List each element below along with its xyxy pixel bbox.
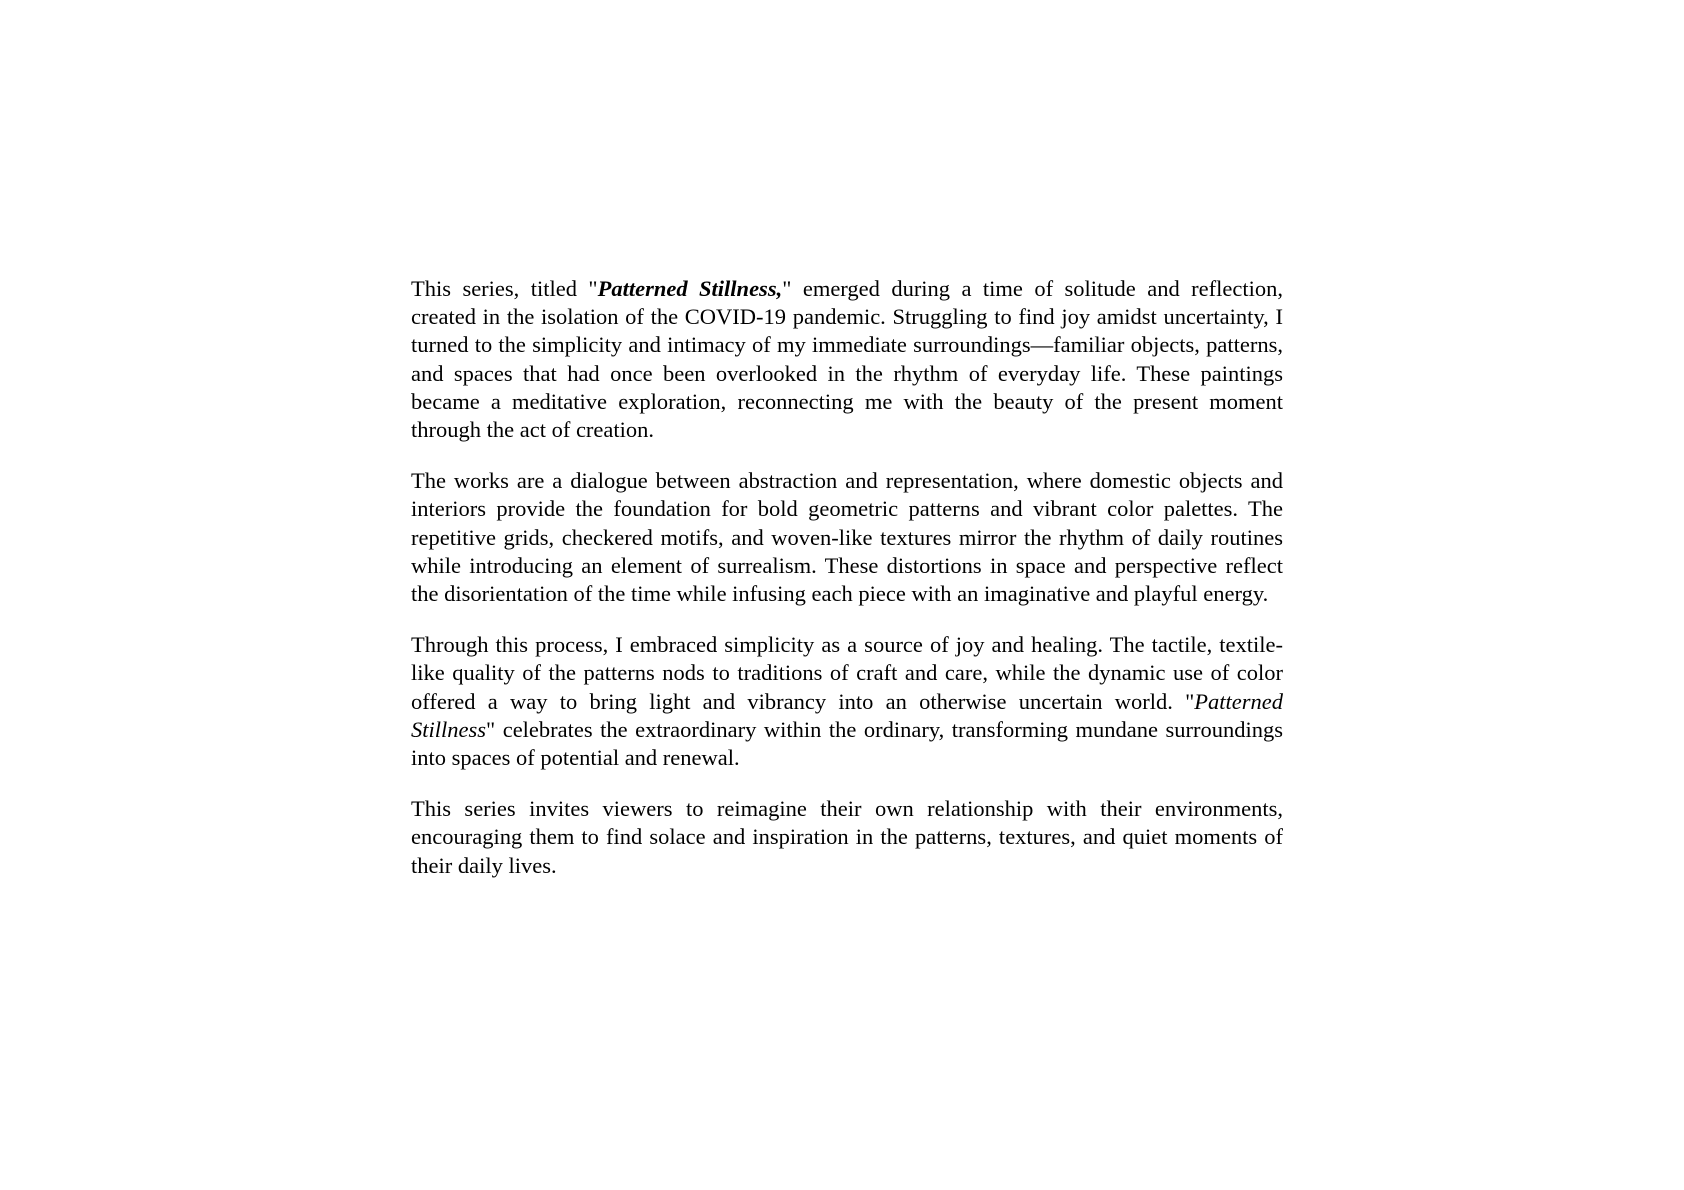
paragraph-3-quote-open: " — [1172, 688, 1195, 714]
series-title-italic: Patterned Stillness — [411, 688, 1283, 742]
series-title-bold: Patterned Stillness, — [597, 276, 783, 301]
paragraph-4 — [411, 795, 1283, 880]
paragraph-2 — [411, 467, 1283, 608]
artist-statement — [411, 275, 1283, 880]
paragraph-2-body: The works are a dialogue between abstraction and representation, where domestic objects and interiors provide the foundation for bold geometric patterns and vibrant color palettes. The repetitive grids, checkered motifs, and woven-like textures mirror the rhythm of daily routines while introducing an element of surrealism. These distortions in space and perspective reflect the disorientation of the time while infusing each piece with an imaginative and playful energy. — [411, 468, 1283, 607]
paragraph-1-body: " emerged during a time of solitude and reflection, created in the isolation of the COVID-19 pandemic. Struggling to find joy amidst uncertainty, I turned to the simplicity and intimacy of my immediate surroundings—familiar objects, patterns, and spaces that had once been overlooked in the rhythm of everyday life. These paintings became a meditative exploration, reconnecting me with the beauty of the present moment through the act of creation. — [411, 276, 1283, 443]
paragraph-1-lead: This series, titled " — [411, 276, 598, 301]
paragraph-1 — [411, 275, 1283, 444]
paragraph-3 — [411, 631, 1283, 772]
paragraph-3-body: Through this process, I embraced simplicity as a source of joy and healing. The tactile, textile-like quality of the patterns nods to traditions of craft and care, while the dynamic use of color offered a way to bring light and vibrancy into an otherwise uncertain world. — [411, 632, 1283, 714]
paragraph-4-body: This series invites viewers to reimagine their own relationship with their environments, encouraging them to find solace and inspiration in the patterns, textures, and quiet moments of their daily lives. — [411, 796, 1283, 878]
paragraph-3-tail: " celebrates the extraordinary within the ordinary, transforming mundane surroundings into spaces of potential and renewal. — [411, 716, 1283, 771]
